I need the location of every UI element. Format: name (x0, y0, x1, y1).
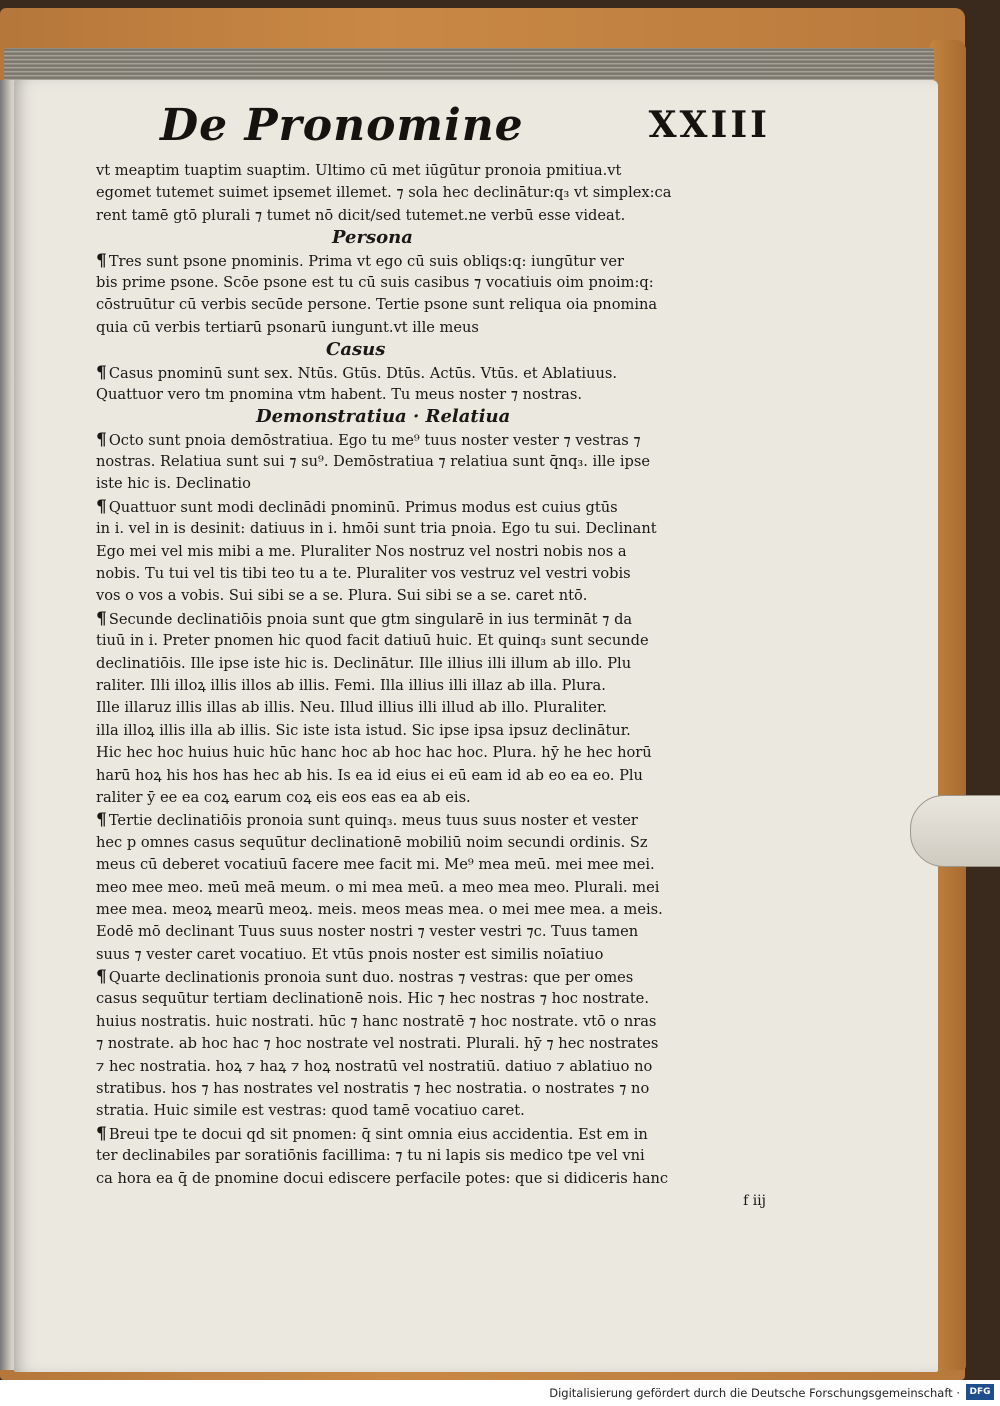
line-text: mee mea. meoꝝ mearū meoꝝ. meis. meos meas mea. o mei mee mea. a meis. (96, 900, 663, 918)
pilcrow-icon: ¶ (96, 496, 107, 517)
line-text: vt meaptim tuaptim suaptim. Ultimo cū met iūgūtur pronoia pmitiua.vt (96, 162, 622, 179)
line-text: Persona (332, 227, 413, 249)
line-text: illa illoꝝ illis illa ab illis. Sic iste ista istud. Sic ipse ipsa ipsuz declinātur. (96, 721, 631, 739)
text-line (96, 988, 786, 1010)
text-line (96, 1145, 786, 1167)
text-line (96, 630, 786, 652)
text-line (96, 518, 786, 540)
line-text: ⁊ hec nostratia. hoꝝ ⁊ haꝝ ⁊ hoꝝ nostratū vel nostratiū. datiuo ⁊ ablatiuo no (96, 1057, 653, 1075)
line-text: Demonstratiua · Relatiua (256, 406, 511, 428)
pilcrow-icon: ¶ (96, 1123, 107, 1144)
section-heading-demonstratiua (96, 406, 786, 428)
text-line (96, 675, 786, 697)
text-line (96, 563, 786, 585)
text-line (96, 473, 786, 495)
text-line (96, 1078, 786, 1100)
pilcrow-icon: ¶ (96, 250, 107, 271)
pilcrow-icon: ¶ (96, 362, 107, 383)
line-text: meo mee meo. meū meā meum. o mi mea meū. a meo mea meo. Plurali. mei (96, 878, 660, 896)
line-text: bis prime psone. Scōe psone est tu cū suis casibus ⁊ vocatiuis oim pnoim:q: (96, 273, 654, 291)
line-text: Tertie declinatiōis pronoia sunt quinq₃. meus tuus suus noster et vester (108, 812, 638, 830)
text-line (96, 1100, 786, 1122)
line-text: iste hic is. Declinatio (96, 475, 251, 493)
footer-bar (0, 1380, 1000, 1406)
line-text: meus cū deberet vocatiuū facere mee facit mi. Me⁹ mea meū. mei mee mei. (96, 856, 655, 874)
page-edges-top (4, 48, 934, 82)
line-text: egomet tutemet suimet ipsemet illemet. ⁊ sola hec declinātur:q₃ vt simplex:ca (96, 184, 672, 202)
line-text: in i. vel in is desinit: datiuus in i. hmōi sunt tria pnoia. Ego tu sui. Declinant (96, 520, 657, 538)
text-line (96, 809, 786, 831)
text-line (96, 921, 786, 943)
line-text: Secunde declinatiōis pnoia sunt que gtm singularē in ius termināt ⁊ da (108, 610, 633, 628)
section-heading-casus (96, 339, 786, 361)
line-text: Breui tpe te docui qd sit pnomen: q̄ sint omnia eius accidentia. Est em in (108, 1125, 648, 1143)
text-line (96, 1011, 786, 1033)
text-line (96, 1033, 786, 1055)
text-line (96, 966, 786, 988)
dfg-logo: DFG (966, 1384, 994, 1400)
text-line (96, 182, 786, 204)
line-text: cōstruūtur cū verbis secūde persone. Tertie psone sunt reliqua oia pnomina (96, 296, 658, 314)
line-text: f iij (743, 1192, 766, 1209)
line-text: tiuū in i. Preter pnomen hic quod facit datiuū huic. Et quinq₃ sunt secunde (96, 632, 649, 650)
line-text: casus sequūtur tertiam declinationē nois. Hic ⁊ hec nostras ⁊ hoc nostrate. (96, 990, 649, 1008)
line-text: raliter. Illi illoꝝ illis illos ab illis. Femi. Illa illius illi illaz ab illa. Plura. (96, 676, 606, 694)
text-line (96, 384, 786, 406)
line-text: ter declinabiles par soratiōnis facillima: ⁊ tu ni lapis sis medico tpe vel vni (96, 1147, 645, 1165)
text-line (96, 742, 786, 764)
folio-number: XXIII (648, 104, 770, 146)
pilcrow-icon: ¶ (96, 429, 107, 450)
page-title: De Pronomine (160, 100, 524, 151)
signature-mark (96, 1190, 786, 1212)
line-text: Octo sunt pnoia demōstratiua. Ego tu me⁹ tuus noster vester ⁊ vestras ⁊ (108, 431, 641, 449)
line-text: Eodē mō declinant Tuus suus noster nostri ⁊ vester vestri ⁊c. Tuus tamen (96, 923, 639, 941)
text-line (96, 1123, 786, 1145)
line-text: ⁊ nostrate. ab hoc hac ⁊ hoc nostrate vel nostrati. Plurali. hȳ ⁊ hec nostrates (96, 1035, 659, 1053)
pilcrow-icon: ¶ (96, 967, 107, 988)
line-text: ca hora ea q̄ de pnomine docui ediscere perfacile potes: que si didiceris hanc (96, 1169, 669, 1187)
pilcrow-icon: ¶ (96, 608, 107, 629)
text-line (96, 429, 786, 451)
text-line (96, 250, 786, 272)
text-line (96, 608, 786, 630)
text-line (96, 697, 786, 719)
book-clasp (910, 795, 1000, 867)
line-text: Casus (326, 339, 386, 361)
section-heading-persona (96, 227, 786, 249)
text-line (96, 899, 786, 921)
text-line (96, 160, 786, 182)
line-text: vos o vos a vobis. Sui sibi se a se. Plura. Sui sibi se a se. caret ntō. (96, 587, 588, 605)
line-text: nostras. Relatiua sunt sui ⁊ su⁹. Demōstratiua ⁊ relatiua sunt q̄nq₃. ille ipse (96, 453, 650, 471)
text-line (96, 541, 786, 563)
text-line (96, 294, 786, 316)
text-line (96, 205, 786, 227)
line-text: harū hoꝝ his hos has hec ab his. Is ea id eius ei eū eam id ab eo ea eo. Plu (96, 766, 643, 784)
line-text: Casus pnominū sunt sex. Ntūs. Gtūs. Dtūs. Actūs. Vtūs. et Ablatiuus. (108, 364, 617, 382)
line-text: Ille illaruz illis illas ab illis. Neu. Illud illius illi illud ab illo. Pluraliter. (96, 699, 607, 717)
pilcrow-icon: ¶ (96, 810, 107, 831)
line-text: suus ⁊ vester caret vocatiuo. Et vtūs pnois noster est similis noīatiuo (96, 945, 604, 963)
line-text: raliter ȳ ee ea coꝝ earum coꝝ eis eos eas ea ab eis. (96, 788, 471, 806)
running-head (160, 100, 770, 156)
line-text: quia cū verbis tertiarū psonarū iungunt.vt ille meus (96, 318, 479, 336)
line-text: Quattuor sunt modi declinādi pnominū. Primus modus est cuius gtūs (108, 498, 618, 516)
line-text: Tres sunt psone pnominis. Prima vt ego cū suis obliqs:q: iungūtur ver (108, 252, 624, 270)
line-text: declinatiōis. Ille ipse iste hic is. Declinātur. Ille illius illi illum ab illo. Plu (96, 654, 632, 672)
text-line (96, 451, 786, 473)
line-text: Ego mei vel mis mibi a me. Pluraliter Nos nostruz vel nostri nobis nos a (96, 542, 627, 560)
text-line (96, 362, 786, 384)
text-line (96, 787, 786, 809)
text-line (96, 720, 786, 742)
text-line (96, 1056, 786, 1078)
text-line (96, 1168, 786, 1190)
text-line (96, 877, 786, 899)
line-text: nobis. Tu tui vel tis tibi teo tu a te. Pluraliter vos vestruz vel vestri vobis (96, 565, 631, 583)
line-text: Quarte declinationis pronoia sunt duo. nostras ⁊ vestras: que per omes (108, 969, 634, 987)
line-text: Quattuor vero tm pnomina vtm habent. Tu meus noster ⁊ nostras. (96, 385, 582, 403)
line-text: stratibus. hos ⁊ has nostrates vel nostratis ⁊ hec nostratia. o nostrates ⁊ no (96, 1080, 650, 1098)
line-text: Hic hec hoc huius huic hūc hanc hoc ab hoc hac hoc. Plura. hȳ he hec horū (96, 744, 652, 762)
line-text: huius nostratis. huic nostrati. hūc ⁊ hanc nostratē ⁊ hoc nostrate. vtō o nras (96, 1012, 657, 1030)
funding-credit: Digitalisierung gefördert durch die Deutsche Forschungsgemeinschaft · (549, 1386, 960, 1400)
text-line (96, 854, 786, 876)
text-line (96, 317, 786, 339)
text-line (96, 496, 786, 518)
text-line (96, 944, 786, 966)
line-text: hec p omnes casus sequūtur declinationē mobiliū noim secundi ordinis. Sz (96, 833, 648, 851)
line-text: stratia. Huic simile est vestras: quod tamē vocatiuo caret. (96, 1102, 525, 1120)
text-line (96, 765, 786, 787)
text-line (96, 653, 786, 675)
text-line (96, 832, 786, 854)
text-block (96, 160, 786, 1212)
text-line (96, 272, 786, 294)
text-line (96, 585, 786, 607)
line-text: rent tamē gtō plurali ⁊ tumet nō dicit/sed tutemet.ne verbū esse videat. (96, 206, 626, 224)
